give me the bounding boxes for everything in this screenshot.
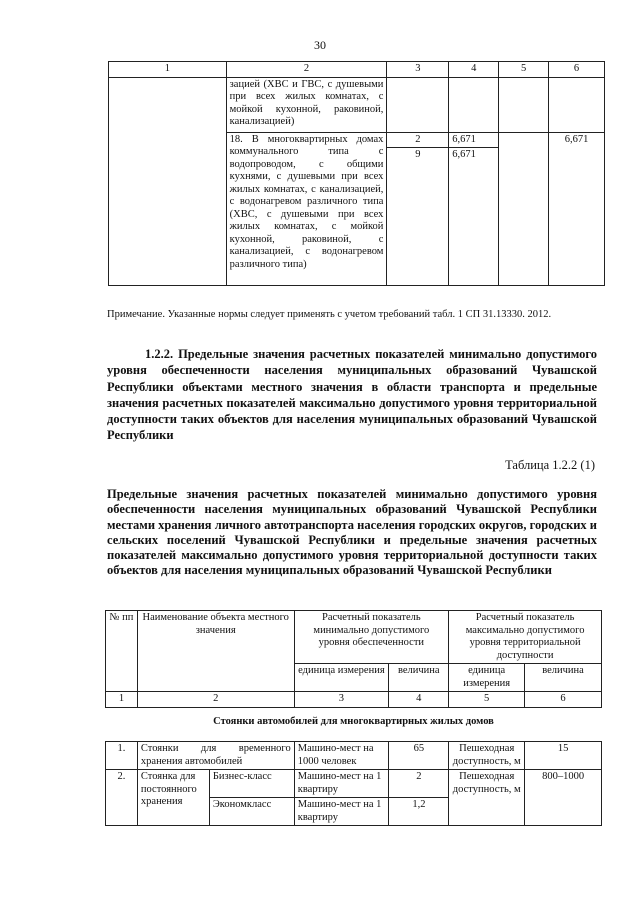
empty-cell	[549, 77, 605, 132]
header-val-max: величина	[525, 664, 602, 692]
row-unit-min: Машино-мест на 1 квартиру	[294, 770, 389, 798]
row-val-max: 15	[525, 742, 602, 770]
table-title: Предельные значения расчетных показателей минимально допустимого уровня обеспеченности населения муниципальных образований Чувашской Республики местами хранения личного автотранспорта населения городских округов, городских и сельских поселений Чувашской Республики и предельные значения расчетных показателей максимально допустимого уровня территориальной доступности таких объектов для населения муниципальных образований Чувашской Республики	[107, 487, 597, 578]
header-cell: 3	[387, 62, 449, 78]
top-table	[108, 61, 605, 286]
table-header-row	[109, 62, 605, 78]
continued-text-cell: зацией (ХВС и ГВС, с душевыми при всех жилых комнатах, с мойкой кухонной, раковиной, канализацией)	[226, 77, 387, 132]
page-number: 30	[314, 38, 326, 52]
row-val-min: 2	[389, 770, 449, 798]
empty-cell	[109, 132, 227, 285]
col-number: 1	[106, 692, 138, 708]
header-name: Наименование объекта местного значения	[137, 611, 294, 692]
section-heading: 1.2.2. Предельные значения расчетных показателей минимально допустимого уровня обеспеченности населения муниципальных образований Чувашской Республики объектами местного значения в области транспорта и предельные значения расчетных показателей максимально допустимого уровня территориальной доступности таких объектов для населения муниципальных образований Чувашской Республики	[107, 347, 597, 443]
row-name: Стоянка для постоянного хранения	[137, 770, 209, 826]
row18-col6-cell: 6,671	[549, 132, 605, 285]
header-cell: 4	[449, 62, 499, 78]
table-row	[106, 742, 602, 770]
row-name: Стоянки для временного хранения автомобилей	[137, 742, 294, 770]
table-row	[106, 770, 602, 798]
row-subclass: Экономкласс	[209, 798, 294, 826]
row18-col3-cell: 2 9	[387, 132, 449, 285]
table-row	[109, 77, 605, 132]
note: Примечание. Указанные нормы следует применять с учетом требований табл. 1 СП 31.13330. 2012.	[107, 309, 552, 320]
col-number: 6	[525, 692, 602, 708]
header-unit-max: единица измерения	[449, 664, 525, 692]
row-unit-min: Машино-мест на 1 квартиру	[294, 798, 389, 826]
row-unit-min: Машино-мест на 1000 человек	[294, 742, 389, 770]
table-subheading: Стоянки автомобилей для многоквартирных жилых домов	[213, 716, 494, 727]
header-cell: 6	[549, 62, 605, 78]
row-val-min: 1,2	[389, 798, 449, 826]
row-num: 1.	[106, 742, 138, 770]
table-header-row	[106, 611, 602, 664]
header-unit-min: единица измерения	[294, 664, 389, 692]
col-number: 5	[449, 692, 525, 708]
col-number: 4	[389, 692, 449, 708]
row-num: 2.	[106, 770, 138, 826]
header-val-min: величина	[389, 664, 449, 692]
empty-cell	[449, 77, 499, 132]
header-cell: 2	[226, 62, 387, 78]
main-table-header	[105, 610, 602, 708]
row18-col4-cell: 6,671 6,671	[449, 132, 499, 285]
header-num: № пп	[106, 611, 138, 692]
header-cell: 1	[109, 62, 227, 78]
empty-cell	[499, 77, 549, 132]
empty-cell	[499, 132, 549, 285]
table-label: Таблица 1.2.2 (1)	[505, 458, 595, 472]
row-unit-max: Пешеходная доступность, м	[449, 770, 525, 826]
empty-cell	[109, 77, 227, 132]
col-number: 3	[294, 692, 389, 708]
header-min: Расчетный показатель минимально допустимого уровня обеспеченности	[294, 611, 449, 664]
empty-cell	[387, 77, 449, 132]
table-row	[109, 132, 605, 285]
row-subclass: Бизнес-класс	[209, 770, 294, 798]
row-val-max: 800–1000	[525, 770, 602, 826]
row-val-min: 65	[389, 742, 449, 770]
column-number-row	[106, 692, 602, 708]
main-table-body	[105, 741, 602, 826]
row18-text-cell: 18. В многоквартирных домах коммунального типа с водопроводом, с общими кухнями, с душевыми при всех жилых комнатах, с канализацией, с водонагревом различного типа (ХВС, с душевыми при всех жилых комнатах, с мойкой кухонной, раковиной, с канализацией, с водонагревом различного типа)	[226, 132, 387, 285]
row-unit-max: Пешеходная доступность, м	[449, 742, 525, 770]
col-number: 2	[137, 692, 294, 708]
header-max: Расчетный показатель максимально допустимого уровня территориальной доступности	[449, 611, 602, 664]
header-cell: 5	[499, 62, 549, 78]
